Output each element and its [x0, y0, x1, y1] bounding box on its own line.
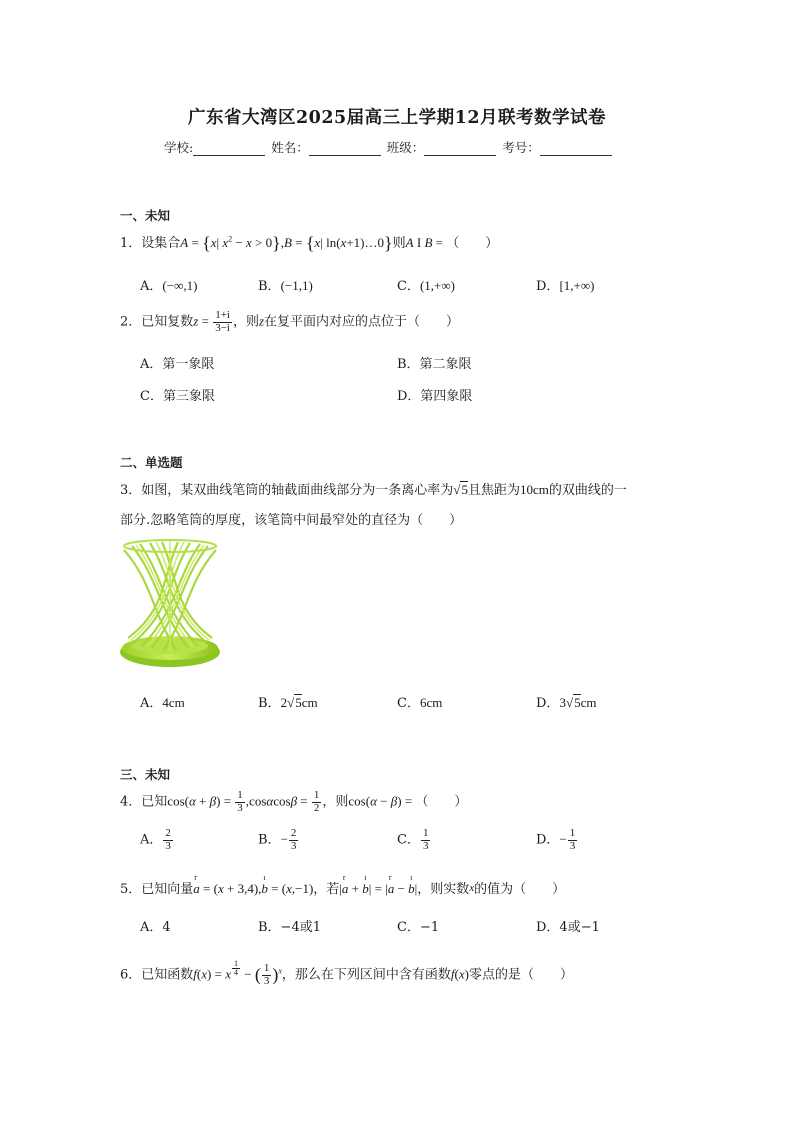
q6-text-c: 零点的是（ ） [469, 967, 574, 983]
q1-option-a[interactable]: A．(−∞,1) [140, 278, 198, 294]
q2-option-b[interactable]: B．第二象限 [397, 357, 472, 372]
section-heading-1: 一、未知 [120, 208, 171, 223]
q4-text-a: 已知 [141, 794, 168, 810]
question-5: 5．已知向量r a = (x + 3,4),ı b = (x,−1)，若|r a + ı b| = |r a − ı b|，则实数x的值为（ ） [120, 878, 565, 897]
q6-text-a: 已知函数 [141, 967, 194, 983]
q3-text-d: 的双曲线的一 [548, 483, 627, 498]
q5-number: 5． [120, 882, 142, 897]
exam-no-blank[interactable] [540, 142, 612, 156]
question-3-line-1: 3．如图，某双曲线笔筒的轴截面曲线部分为一条离心率为√5且焦距为10cm的双曲线的一 [120, 482, 627, 498]
q2-text-c: 在复平面内对应的点位于（ ） [264, 314, 460, 330]
q3-text-b: 且焦距为 [467, 483, 520, 498]
exam-no-label: 考号： [502, 140, 540, 155]
q4-text-c: （ ） [415, 794, 468, 810]
q5-option-a[interactable]: A．4 [140, 920, 171, 935]
class-label: 班级： [386, 140, 425, 155]
school-blank[interactable] [193, 142, 265, 156]
q3-option-a[interactable]: A．4cm [140, 695, 185, 711]
q5-text-b: ，若 [313, 882, 340, 897]
q5-option-d[interactable]: D．4或−1 [536, 920, 600, 935]
q3-focal-length: 10cm [519, 482, 549, 497]
q4-option-a[interactable]: A． $\frac{2}{3}$ [140, 827, 171, 852]
q5-text-a: 已知向量 [141, 882, 194, 897]
question-2: 2．已知复数z = $\frac{1+i}{3-i}$ ，则z在复平面内对应的点位于（ ） [120, 309, 460, 334]
q4-number: 4． [120, 794, 142, 810]
q4-option-d[interactable]: D．− $\frac{1}{3}$ [536, 827, 576, 852]
q5-text-d: 的值为（ ） [474, 882, 566, 897]
q2-option-d[interactable]: D．第四象限 [397, 389, 473, 404]
q3-option-d[interactable]: D．3√5cm [536, 695, 597, 711]
q5-option-c[interactable]: C．−1 [397, 920, 440, 935]
question-3-line-2: 部分.忽略笔筒的厚度，该笔筒中间最窄处的直径为（ ） [120, 513, 463, 528]
q6-number: 6． [120, 967, 142, 983]
q4-text-b: ，则 [322, 794, 349, 810]
q1-text-c: （ ） [446, 236, 499, 251]
q2-text-a: 已知复数 [141, 314, 194, 330]
q3-option-c[interactable]: C．6cm [397, 695, 443, 711]
q3-number: 3． [120, 483, 142, 498]
q1-set-expr: A [180, 235, 189, 250]
student-info-line [164, 138, 614, 156]
q1-option-c[interactable]: C．(1,+∞) [397, 278, 455, 294]
q1-option-d[interactable]: D．[1,+∞) [536, 278, 595, 294]
q1-option-b[interactable]: B．(−1,1) [258, 278, 313, 294]
q1-text-a: 设集合 [141, 236, 181, 251]
q2-number: 2． [120, 314, 142, 330]
name-blank[interactable] [309, 142, 381, 156]
q2-fraction: $\frac{1+i}{3-i}$ [215, 309, 230, 334]
q2-text-b: ，则 [232, 314, 259, 330]
q5-text-c: ，则实数 [417, 882, 470, 897]
q4-option-b[interactable]: B．− $\frac{2}{3}$ [258, 827, 297, 852]
q5-option-b[interactable]: B．−4或1 [258, 920, 321, 935]
school-label: 学校: [164, 140, 194, 155]
q3-option-b[interactable]: B．2√5cm [258, 695, 318, 711]
q1-number: 1． [120, 236, 142, 251]
q1-text-b: 则 [392, 236, 406, 251]
name-label: 姓名： [271, 140, 309, 155]
question-1: 1．设集合A = {x| $x^2 - x > 0\},B = \{x|$ ln(x+1)…0}则A I B = （ ） [120, 233, 499, 253]
q3-text-a: 如图，某双曲线笔筒的轴截面曲线部分为一条离心率为 [141, 483, 454, 498]
q4-option-c[interactable]: C． $\frac{1}{3}$ [397, 827, 429, 852]
class-blank[interactable] [424, 142, 496, 156]
q6-text-b: ，那么在下列区间中含有函数 [281, 967, 451, 983]
hyperboloid-pen-holder-figure [118, 538, 222, 672]
question-6: 6．已知函数f(x) = x $^{\frac{1}{4}}$ − ( $\frac{1}{3}$ )$^x$，那么在下列区间中含有函数f(x)零点的是（ ） [120, 959, 574, 987]
question-4: 4．已知cos(α + β) = $\frac{1}{3}$ ,cosαcosβ = $\frac{1}{2}$ ，则cos(α − β) = （ ） [120, 789, 468, 814]
section-heading-2: 二、单选题 [120, 455, 183, 470]
section-heading-3: 三、未知 [120, 767, 171, 782]
q2-option-c[interactable]: C．第三象限 [140, 389, 215, 404]
q2-option-a[interactable]: A．第一象限 [140, 357, 215, 372]
page-title: 广东省大湾区2025届高三上学期12月联考数学试卷 [187, 108, 607, 128]
